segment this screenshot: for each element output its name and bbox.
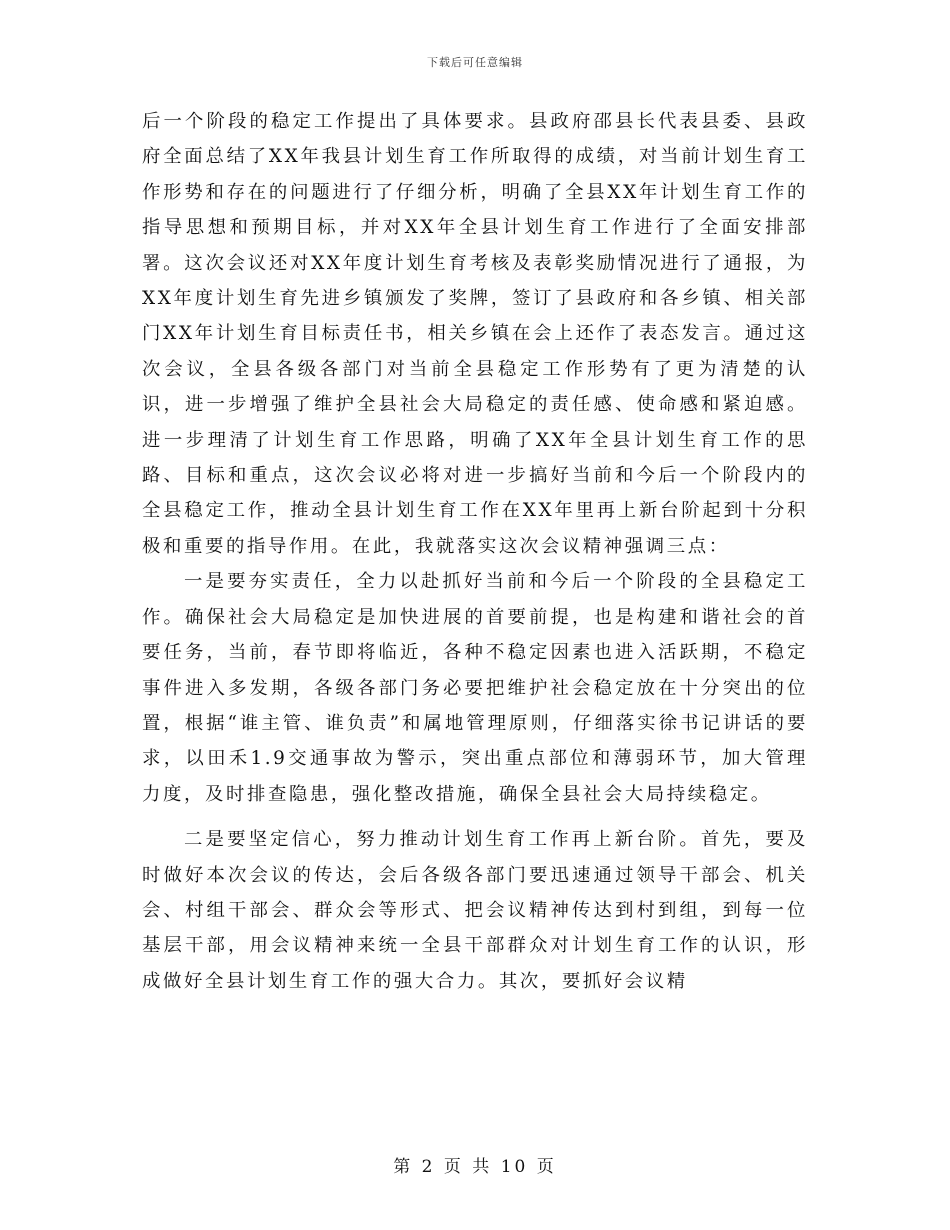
page-number: 第 2 页 共 10 页 bbox=[393, 1157, 557, 1177]
paragraph-point-two: 二是要坚定信心，努力推动计划生育工作再上新台阶。首先，要及时做好本次会议的传达，会后各级各部门要迅速通过领导干部会、机关会、村组干部会、群众会等形式、把会议精神传达到村到组，到每一位基层干部，用会议精神来统一全县干部群众对计划生育工作的认识，形成做好全县计划生育工作的强大合力。其次，要抓好会议精 bbox=[142, 829, 808, 992]
paragraph-point-one: 一是要夯实责任，全力以赴抓好当前和今后一个阶段的全县稳定工作。确保社会大局稳定是加快进展的首要前提，也是构建和谐社会的首要任务，当前，春节即将临近，各种不稳定因素也进入活跃期，不稳定事件进入多发期，各级各部门务必要把维护社会稳定放在十分突出的位置，根据“谁主管、谁负责”和属地管理原则，仔细落实徐书记讲话的要求，以田禾1.9交通事故为警示，突出重点部位和薄弱环节，加大管理力度，及时排查隐患，强化整改措施，确保全县社会大局持续稳定。 bbox=[142, 571, 808, 805]
page-header: 下载后可任意编辑 bbox=[427, 56, 523, 69]
paragraph-continuation: 后一个阶段的稳定工作提出了具体要求。县政府邵县长代表县委、县政府全面总结了XX年我县计划生育工作所取得的成绩，对当前计划生育工作形势和存在的问题进行了仔细分析，明确了全县XX年计划生育工作的指导思想和预期目标，并对XX年全县计划生育工作进行了全面安排部署。这次会议还对XX年度计划生育考核及表彰奖励情况进行了通报，为XX年度计划生育先进乡镇颁发了奖牌，签订了县政府和各乡镇、相关部门XX年计划生育目标责任书，相关乡镇在会上还作了表态发言。通过这次会议，全县各级各部门对当前全县稳定工作形势有了更为清楚的认识，进一步增强了维护全县社会大局稳定的责任感、使命感和紧迫感。进一步理清了计划生育工作思路，明确了XX年全县计划生育工作的思路、目标和重点，这次会议必将对进一步搞好当前和今后一个阶段内的全县稳定工作，推动全县计划生育工作在XX年里再上新台阶起到十分积极和重要的指导作用。在此，我就落实这次会议精神强调三点： bbox=[142, 111, 808, 557]
document-body bbox=[142, 104, 808, 999]
